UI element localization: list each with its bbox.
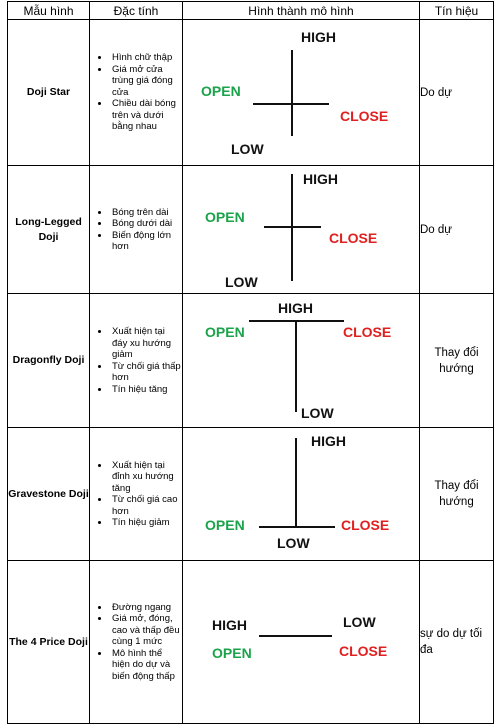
- formation-diagram: [183, 561, 420, 724]
- formation-diagram: [183, 166, 420, 294]
- low-label: LOW: [231, 141, 264, 157]
- table-row: [8, 294, 494, 428]
- pattern-name: The 4 Price Doji: [8, 561, 90, 724]
- signal-text: Thay đổi hướng: [434, 480, 479, 508]
- features-cell: [90, 166, 183, 294]
- list-item: • Bóng dưới dài: [110, 218, 182, 230]
- close-label: CLOSE: [339, 643, 388, 659]
- header-pattern: Mẫu hình: [8, 2, 90, 20]
- features-cell: [90, 428, 183, 561]
- list-item: • Mô hình thể hiện do dự và biến động thấp: [110, 648, 182, 683]
- high-label: HIGH: [301, 29, 336, 45]
- pattern-name: Long-Legged Doji: [8, 166, 90, 294]
- features-list: [90, 52, 182, 133]
- list-item: • Tín hiệu giảm: [110, 517, 182, 529]
- signal-cell: sự do dự tối đa: [420, 561, 494, 724]
- header-signal: Tín hiệu: [420, 2, 494, 20]
- table-row: [8, 20, 494, 166]
- header-formation: Hình thành mô hình: [183, 2, 420, 20]
- list-item: • Xuất hiện tại đỉnh xu hướng tăng: [110, 460, 182, 495]
- list-item: • Chiều dài bóng trên và dưới bằng nhau: [110, 98, 182, 133]
- low-label: LOW: [225, 274, 258, 290]
- list-item: • Giá mở cửa trùng giá đóng cửa: [110, 64, 182, 99]
- open-label: OPEN: [205, 324, 245, 340]
- open-label: OPEN: [205, 517, 245, 533]
- doji-star-diagram: [183, 20, 419, 165]
- table-row: [8, 561, 494, 724]
- list-item: • Tín hiệu tăng: [110, 384, 182, 396]
- features-list: [90, 326, 182, 395]
- signal-cell: Do dự: [420, 166, 494, 294]
- features-list: [90, 602, 182, 683]
- pattern-name: Doji Star: [8, 20, 90, 166]
- low-label: LOW: [301, 405, 334, 421]
- open-label: OPEN: [201, 83, 241, 99]
- list-item: • Bóng trên dài: [110, 207, 182, 219]
- features-list: [90, 460, 182, 529]
- low-label: LOW: [277, 535, 310, 551]
- list-item: • Hình chữ thập: [110, 52, 182, 64]
- open-label: OPEN: [205, 209, 245, 225]
- header-features: Đặc tính: [90, 2, 183, 20]
- features-list: [90, 207, 182, 253]
- high-label: HIGH: [303, 171, 338, 187]
- features-cell: [90, 20, 183, 166]
- list-item: • Đường ngang: [110, 602, 182, 614]
- features-cell: [90, 561, 183, 724]
- signal-cell: Do dự: [420, 20, 494, 166]
- formation-diagram: [183, 20, 420, 166]
- low-label: LOW: [343, 614, 376, 630]
- high-label: HIGH: [278, 300, 313, 316]
- table-row: [8, 428, 494, 561]
- signal-cell: [420, 294, 494, 428]
- signal-text: Thay đổi hướng: [434, 346, 479, 375]
- close-label: CLOSE: [329, 230, 378, 246]
- pattern-name: Gravestone Doji: [8, 428, 90, 561]
- header-row: [8, 2, 494, 20]
- features-cell: [90, 294, 183, 428]
- list-item: • Xuất hiện tại đáy xu hướng giảm: [110, 326, 182, 361]
- dragonfly-doji-diagram: [183, 294, 419, 427]
- list-item: • Từ chối giá cao hơn: [110, 494, 182, 517]
- pattern-name: Dragonfly Doji: [8, 294, 90, 428]
- high-label: HIGH: [212, 617, 247, 633]
- close-label: CLOSE: [343, 324, 392, 340]
- doji-patterns-table: [7, 1, 494, 724]
- open-label: OPEN: [212, 645, 252, 661]
- table-row: [8, 166, 494, 294]
- high-label: HIGH: [311, 433, 346, 449]
- list-item: • Từ chối giá thấp hơn: [110, 361, 182, 384]
- close-label: CLOSE: [340, 108, 389, 124]
- long-legged-doji-diagram: [183, 166, 419, 293]
- signal-cell: [420, 428, 494, 561]
- formation-diagram: [183, 428, 420, 561]
- gravestone-doji-diagram: [183, 428, 419, 560]
- list-item: • Giá mở, đóng, cao và thấp đều cùng 1 mức: [110, 613, 182, 648]
- list-item: • Biến động lớn hơn: [110, 230, 182, 253]
- four-price-doji-diagram: [183, 561, 419, 723]
- close-label: CLOSE: [341, 517, 390, 533]
- formation-diagram: [183, 294, 420, 428]
